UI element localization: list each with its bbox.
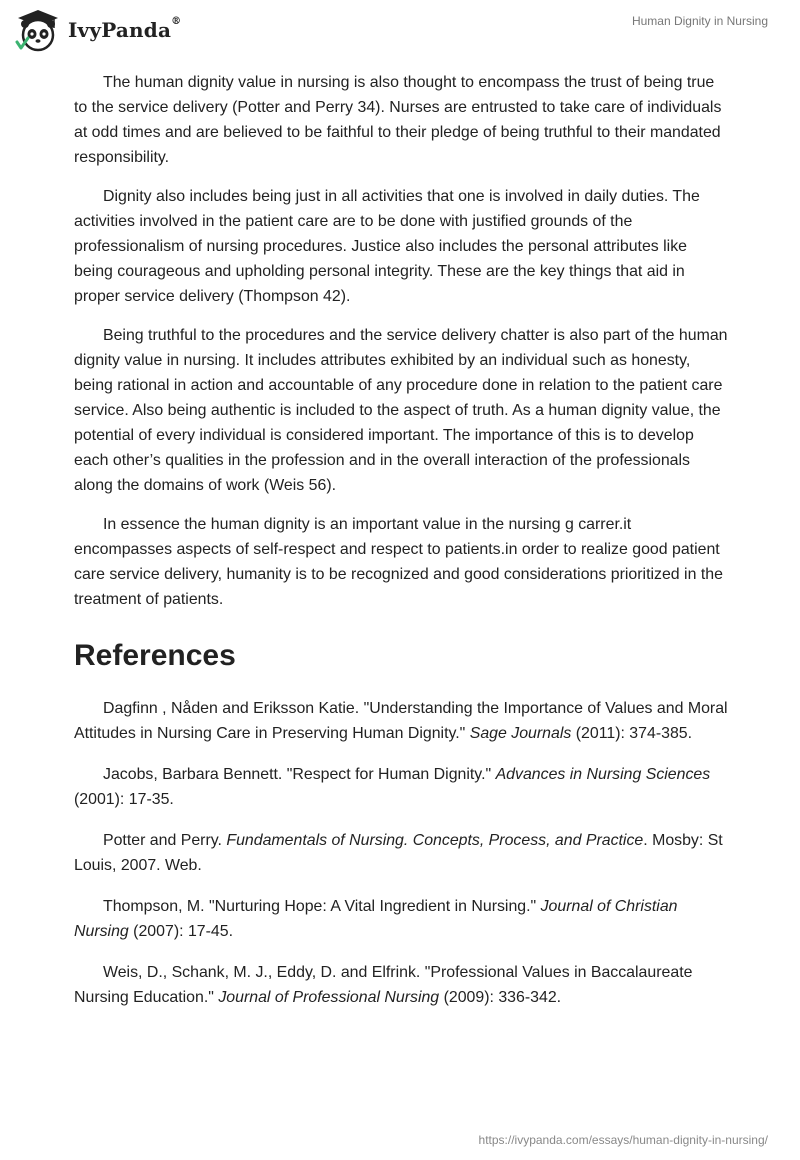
source-url-link[interactable]: https://ivypanda.com/essays/human-dignity-in-nursing/ xyxy=(478,1133,768,1147)
essay-content xyxy=(74,70,729,1026)
reference-entry: Jacobs, Barbara Bennett. "Respect for Human Dignity." Advances in Nursing Sciences (2001): 17-35. xyxy=(74,766,711,808)
panda-mascot-icon xyxy=(14,8,62,52)
brand-name: IvyPanda® xyxy=(68,16,182,42)
body-paragraph: The human dignity value in nursing is also thought to encompass the trust of being true to the service delivery (Potter and Perry 34). Nurses are entrusted to take care of individuals at odd times and are believed to be faithful to their pledge of being truthful to their mandated responsibility. xyxy=(74,74,722,166)
ivypanda-logo[interactable] xyxy=(14,8,181,52)
page-header xyxy=(0,0,800,60)
document-title: Human Dignity in Nursing xyxy=(631,14,768,28)
reference-entry: Thompson, M. "Nurturing Hope: A Vital Ingredient in Nursing." Journal of Christian Nursing (2007): 17-45. xyxy=(74,898,678,940)
reference-entry: Potter and Perry. Fundamentals of Nursing. Concepts, Process, and Practice. Mosby: St Louis, 2007. Web. xyxy=(74,832,723,874)
reference-entry: Dagfinn , Nåden and Eriksson Katie. "Understanding the Importance of Values and Moral Attitudes in Nursing Care in Preserving Human Dignity." Sage Journals (2011): 374-385. xyxy=(74,700,728,742)
references-heading: References xyxy=(74,639,236,672)
body-paragraph: In essence the human dignity is an important value in the nursing g carrer.it encompasses aspects of self-respect and respect to patients.in order to realize good patient care service delivery, humanity is to be recognized and good considerations prioritized in the treatment of patients. xyxy=(74,516,723,608)
body-paragraph: Being truthful to the procedures and the service delivery chatter is also part of the human dignity value in nursing. It includes attributes exhibited by an individual such as honesty, being rational in action and accountable of any procedure done in relation to the patient care service. Also being authentic is included to the aspect of truth. As a human dignity value, the potential of every individual is considered important. The importance of this is to develop each other’s qualities in the profession and in the overall interaction of the professionals along the domains of work (Weis 56). xyxy=(74,327,728,494)
reference-entry: Weis, D., Schank, M. J., Eddy, D. and Elfrink. "Professional Values in Baccalaureate Nursing Education." Journal of Professional Nursing (2009): 336-342. xyxy=(74,964,693,1006)
body-paragraph: Dignity also includes being just in all activities that one is involved in daily duties. The activities involved in the patient care are to be done with justified grounds of the professionalism of nursing procedures. Justice also includes the personal attributes like being courageous and upholding personal integrity. These are the key things that aid in proper service delivery (Thompson 42). xyxy=(74,188,700,305)
